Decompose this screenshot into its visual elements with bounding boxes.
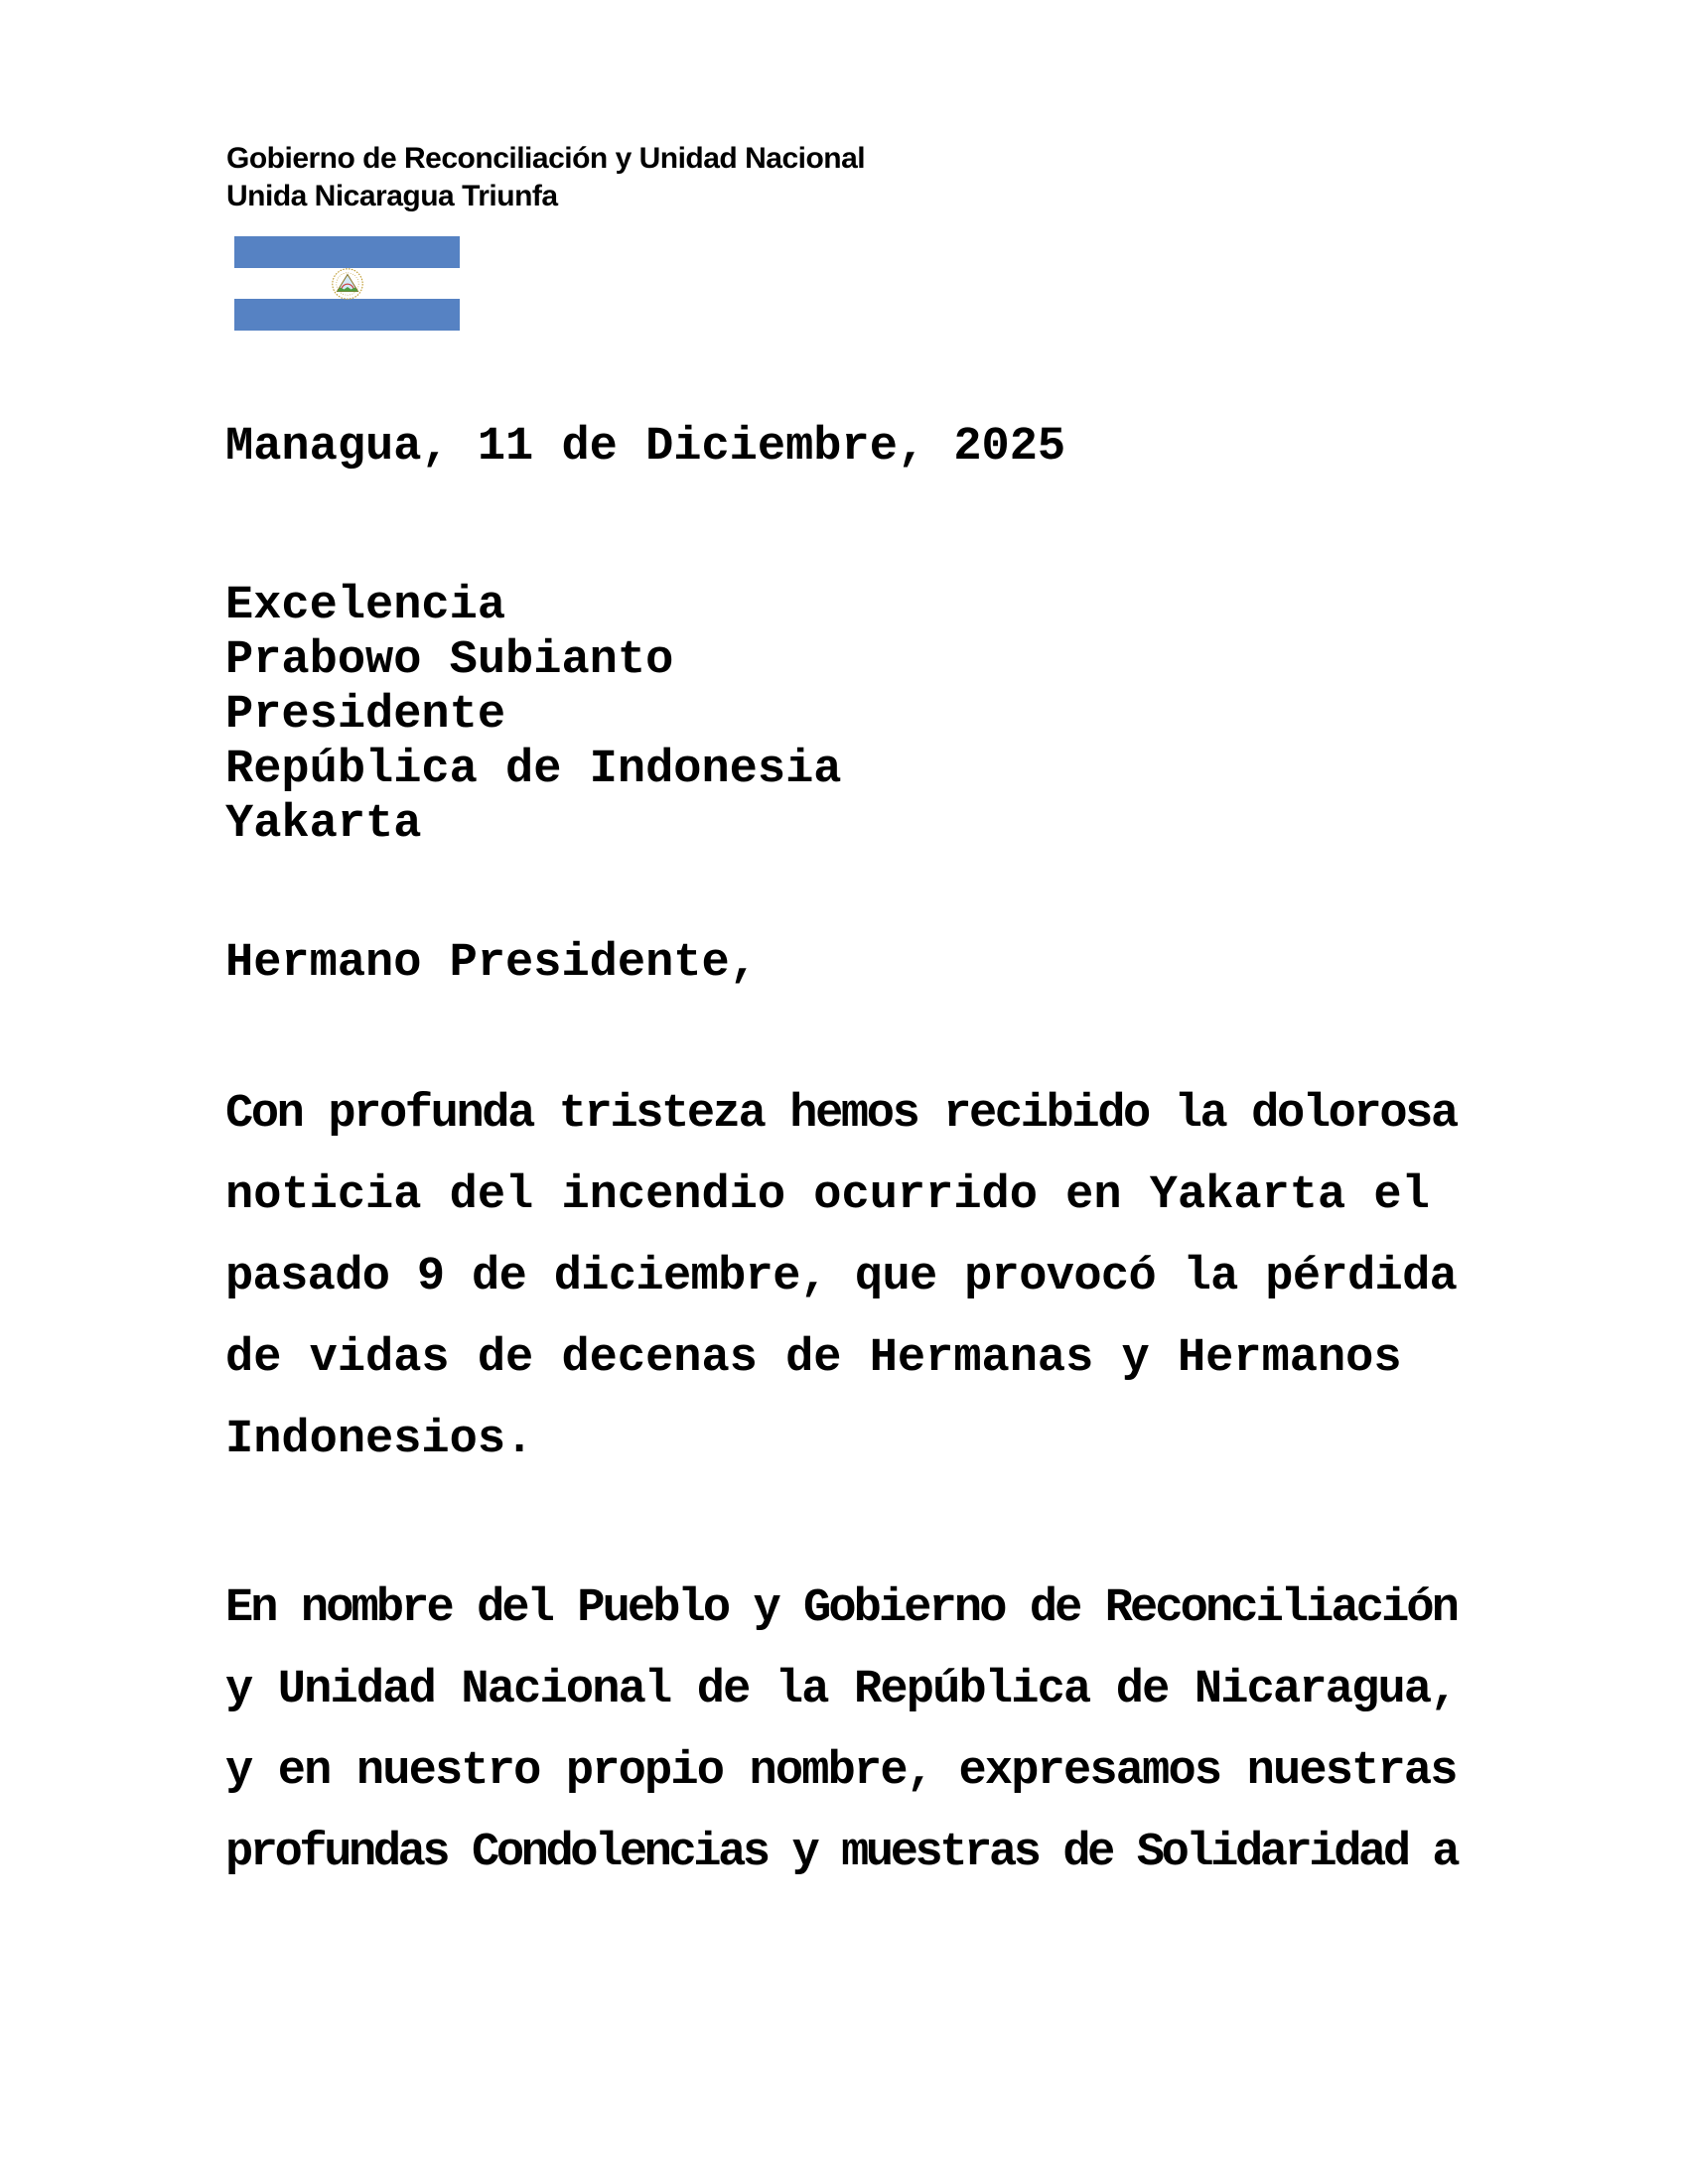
body-line: profundas Condolencias y muestras de Solidaridad a: [225, 1827, 1458, 1879]
body-line: de vidas de decenas de Hermanas y Hermanos: [225, 1332, 1402, 1385]
body-line: noticia del incendio ocurrido en Yakarta el: [225, 1169, 1430, 1222]
date-line: Managua, 11 de Diciembre, 2025: [225, 421, 1066, 474]
recipient-honorific: Excelencia: [225, 580, 506, 632]
recipient-name: Prabowo Subianto: [225, 634, 674, 687]
body-paragraph-1: [225, 1074, 1457, 1481]
recipient-title: Presidente: [225, 689, 506, 742]
nicaragua-coat-of-arms-icon: [328, 267, 367, 301]
letterhead-line-2: Unida Nicaragua Triunfa: [226, 180, 558, 212]
letterhead-line-1: Gobierno de Reconciliación y Unidad Nacional: [226, 142, 866, 175]
body-line: y Unidad Nacional de la República de Nicaragua,: [225, 1664, 1457, 1716]
flag-stripe-top: [234, 236, 460, 268]
recipient-city: Yakarta: [225, 798, 422, 851]
body-line: Indonesios.: [225, 1414, 534, 1466]
recipient-block: [225, 579, 842, 852]
body-line: pasado 9 de diciembre, que provocó la pérdida: [225, 1251, 1458, 1303]
body-paragraph-2: [225, 1569, 1457, 1894]
recipient-country: República de Indonesia: [225, 744, 842, 796]
letterhead: [226, 140, 865, 215]
body-line: En nombre del Pueblo y Gobierno de Reconciliación: [225, 1582, 1458, 1635]
letter-body: [225, 1074, 1457, 1894]
nicaragua-flag-image: [234, 236, 460, 331]
flag-stripe-bottom: [234, 299, 460, 331]
body-line: y en nuestro propio nombre, expresamos nuestras: [225, 1745, 1457, 1798]
salutation: Hermano Presidente,: [225, 937, 758, 990]
body-line: Con profunda tristeza hemos recibido la dolorosa: [225, 1088, 1457, 1141]
